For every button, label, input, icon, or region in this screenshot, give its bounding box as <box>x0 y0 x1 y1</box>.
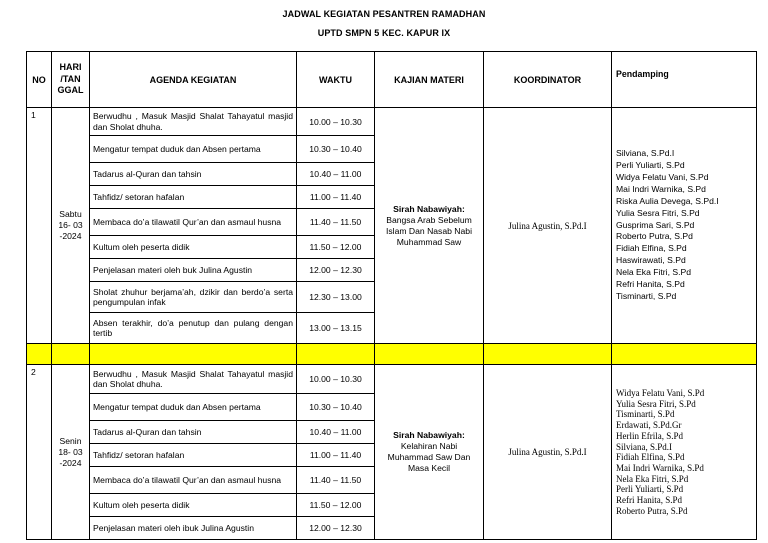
header-day-line: HARI <box>59 62 82 73</box>
time-cell: 11.40 – 11.50 <box>297 209 375 236</box>
agenda-cell: Tahfidz/ setoran hafalan <box>90 444 297 467</box>
time-cell: 12.00 – 12.30 <box>297 259 375 282</box>
pendamping-name: Silviana, S.Pd.I <box>616 441 673 452</box>
time-cell: 11.50 – 12.00 <box>297 236 375 259</box>
pendamping-name: Haswirawati, S.Pd <box>616 255 686 266</box>
pendamping-name: Silviana, S.Pd.I <box>616 148 675 159</box>
kajian-title: Sirah Nabawiyah: <box>393 203 465 214</box>
agenda-cell: Tadarus al-Quran dan tahsin <box>90 421 297 444</box>
session-day <box>52 365 90 540</box>
header-koordinator: KOORDINATOR <box>484 52 612 108</box>
day-line: -2024 <box>59 231 82 241</box>
separator-cell <box>375 344 484 365</box>
agenda-cell: Kultum oleh peserta didik <box>90 494 297 517</box>
pendamping-name: Gusprima Sari, S.Pd <box>616 219 695 230</box>
header-pendamping: Pendamping <box>612 52 757 108</box>
agenda-cell: Membaca do’a tilawatil Qur’an dan asmaul husna <box>90 467 297 494</box>
agenda-cell: Mengatur tempat duduk dan Absen pertama <box>90 136 297 163</box>
agenda-cell: Tadarus al-Quran dan tahsin <box>90 163 297 186</box>
kajian-line: Islam Dan Nasab Nabi <box>386 225 472 236</box>
time-cell: 11.50 – 12.00 <box>297 494 375 517</box>
kajian-cell <box>375 108 484 344</box>
separator-row <box>27 344 757 365</box>
table-row <box>27 108 757 136</box>
agenda-cell: Mengatur tempat duduk dan Absen pertama <box>90 394 297 421</box>
session-number: 1 <box>27 108 52 344</box>
day-line: -2024 <box>59 457 82 468</box>
pendamping-name: Perli Yuliarti, S.Pd <box>616 160 685 171</box>
session-number: 2 <box>27 365 52 540</box>
pendamping-name: Mai Indri Warnika, S.Pd <box>616 462 704 473</box>
time-cell: 12.00 – 12.30 <box>297 517 375 540</box>
day-line: Senin <box>59 435 82 446</box>
pendamping-name: Herlin Efrila, S.Pd <box>616 430 683 441</box>
header-agenda: AGENDA KEGIATAN <box>90 52 297 108</box>
separator-cell <box>52 344 90 365</box>
pendamping-name: Mai Indri Warnika, S.Pd <box>616 183 706 194</box>
agenda-cell: Berwudhu , Masuk Masjid Shalat Tahayatul masjid dan Sholat dhuha. <box>90 365 297 394</box>
separator-cell <box>612 344 757 365</box>
agenda-cell: Sholat zhuhur berjama’ah, dzikir dan berdo’a serta pengumpulan infak <box>90 282 297 313</box>
time-cell: 10.40 – 11.00 <box>297 421 375 444</box>
separator-cell <box>27 344 52 365</box>
koordinator-cell: Julina Agustin, S.Pd.I <box>484 365 612 540</box>
pendamping-name: Nela Eka Fitri, S.Pd <box>616 267 691 278</box>
header-waktu: WAKTU <box>297 52 375 108</box>
kajian-line: Bangsa Arab Sebelum <box>386 214 472 225</box>
pendamping-name: Erdawati, S.Pd.Gr <box>616 420 682 431</box>
pendamping-name: Yulia Sesra Fitri, S.Pd <box>616 207 700 218</box>
kajian-line: Muhammad Saw <box>396 236 462 247</box>
pendamping-name: Tisminarti, S.Pd <box>616 290 677 301</box>
time-cell: 10.30 – 10.40 <box>297 136 375 163</box>
day-line: 16- 03 <box>58 220 83 230</box>
time-cell: 11.40 – 11.50 <box>297 467 375 494</box>
time-cell: 13.00 – 13.15 <box>297 313 375 344</box>
agenda-cell: Penjelasan materi oleh ibuk Julina Agustin <box>90 517 297 540</box>
day-line: Sabtu <box>59 209 82 219</box>
time-cell: 11.00 – 11.40 <box>297 186 375 209</box>
time-cell: 11.00 – 11.40 <box>297 444 375 467</box>
koordinator-cell: Julina Agustin, S.Pd.I <box>484 108 612 344</box>
pendamping-name: Tisminarti, S.Pd <box>616 409 675 420</box>
agenda-cell: Absen terakhir, do’a penutup dan pulang dengan tertib <box>90 313 297 344</box>
time-cell: 10.00 – 10.30 <box>297 108 375 136</box>
pendamping-name: Fidiah Elfina, S.Pd <box>616 243 687 254</box>
time-cell: 10.00 – 10.30 <box>297 365 375 394</box>
time-cell: 10.40 – 11.00 <box>297 163 375 186</box>
header-no: NO <box>27 52 52 108</box>
agenda-cell: Tahfidz/ setoran hafalan <box>90 186 297 209</box>
kajian-line: Muhammad Saw Dan <box>387 452 471 462</box>
table-row <box>27 365 757 394</box>
kajian-line: Kelahiran Nabi <box>400 441 458 451</box>
pendamping-name: Yulia Sesra Fitri, S.Pd <box>616 398 696 409</box>
header-day <box>52 52 90 108</box>
pendamping-name: Fidiah Elfina, S.Pd <box>616 452 685 463</box>
header-day-line: /TAN <box>60 73 81 84</box>
pendamping-name: Widya Felatu Vani, S.Pd <box>616 171 709 182</box>
separator-cell <box>90 344 297 365</box>
header-day-line: GGAL <box>57 85 84 96</box>
day-line: 18- 03 <box>58 446 83 457</box>
pendamping-name: Refri Hanita, S.Pd <box>616 279 685 290</box>
pendamping-cell <box>612 365 757 540</box>
pendamping-name: Nela Eka Fitri, S.Pd <box>616 473 689 484</box>
pendamping-name: Widya Felatu Vani, S.Pd <box>616 388 705 398</box>
agenda-cell: Membaca do’a tilawatil Qur’an dan asmaul husna <box>90 209 297 236</box>
agenda-cell: Kultum oleh peserta didik <box>90 236 297 259</box>
document-title: JADWAL KEGIATAN PESANTREN RAMADHAN <box>282 9 486 19</box>
pendamping-cell <box>612 108 757 344</box>
kajian-title: Sirah Nabawiyah: <box>393 430 465 440</box>
pendamping-name: Roberto Putra, S.Pd <box>616 231 693 242</box>
pendamping-name: Refri Hanita, S.Pd <box>616 495 682 506</box>
session-day <box>52 108 90 344</box>
agenda-cell: Penjelasan materi oleh buk Julina Agustin <box>90 259 297 282</box>
agenda-cell: Berwudhu , Masuk Masjid Shalat Tahayatul masjid dan Sholat dhuha. <box>90 108 297 136</box>
separator-cell <box>297 344 375 365</box>
separator-cell <box>484 344 612 365</box>
time-cell: 12.30 – 13.00 <box>297 282 375 313</box>
pendamping-name: Riska Aulia Devega, S.Pd.I <box>616 195 719 206</box>
kajian-line: Masa Kecil <box>407 463 451 473</box>
header-kajian: KAJIAN MATERI <box>375 52 484 108</box>
pendamping-name: Perli Yuliarti, S.Pd <box>616 484 684 495</box>
schedule-table <box>26 51 757 540</box>
header-row <box>27 52 757 108</box>
pendamping-name: Roberto Putra, S.Pd <box>616 505 688 516</box>
kajian-cell <box>375 365 484 540</box>
time-cell: 10.30 – 10.40 <box>297 394 375 421</box>
document-subtitle: UPTD SMPN 5 KEC. KAPUR IX <box>317 28 451 38</box>
